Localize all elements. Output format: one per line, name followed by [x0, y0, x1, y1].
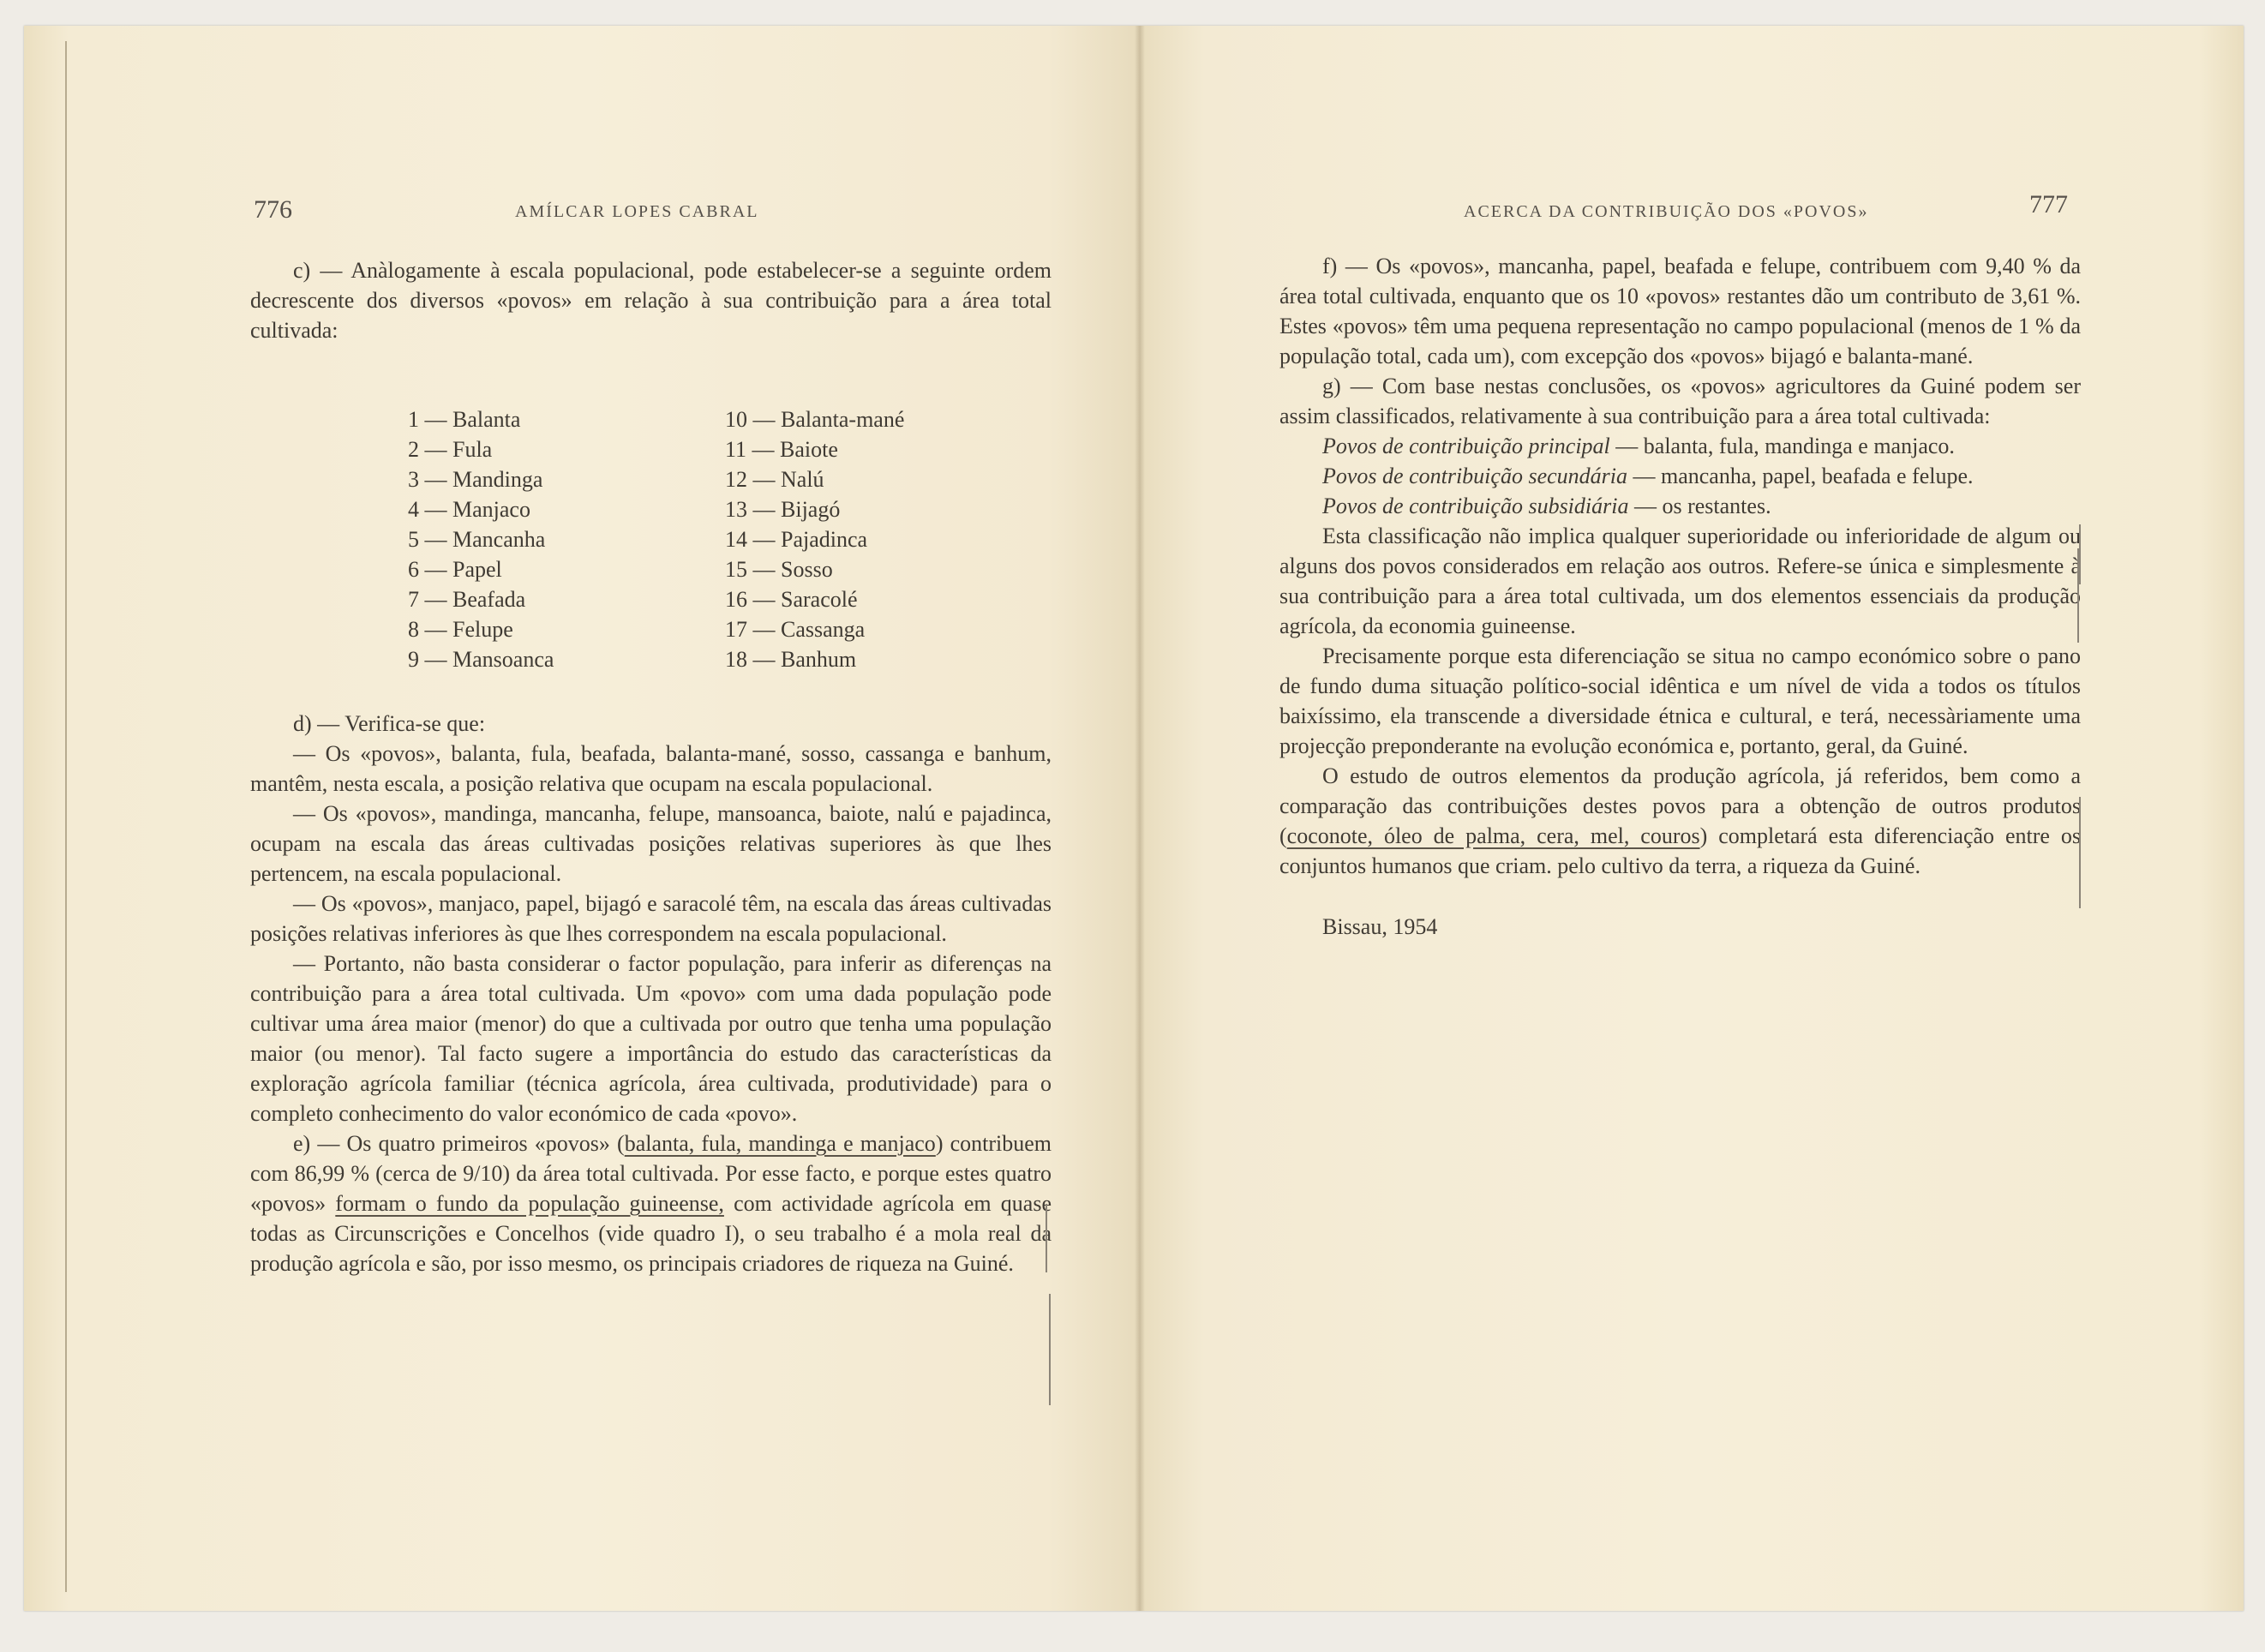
list-item: 9 — Mansoanca: [408, 647, 554, 672]
class-label: Povos de contribuição secundária: [1322, 464, 1627, 488]
underlined-phrase: formam o fundo da população guineense,: [335, 1191, 724, 1216]
list-item: 13 — Bijagó: [725, 497, 841, 522]
list-item: 7 — Beafada: [408, 587, 526, 612]
estudo-tail: ) completará esta diferenciação entre os conjuntos humanos que criam. pelo cultivo da terra, a riqueza da Guiné.: [1279, 823, 2081, 878]
running-head: AMÍLCAR LOPES CABRAL: [515, 202, 759, 221]
paragraph-precisamente: Precisamente porque esta diferenciação se situa no campo económico sobre o pano de fundo duma situação político-social idêntica e um nível de vida a todos os títulos baixíssimo, ela transcende a diversidade étnica e cultural, e terá, necessàriamente uma projecção preponderante na evolução económica e, portanto, geral, da Guiné.: [1279, 643, 2081, 758]
class-subsidiaria: [1279, 491, 2081, 521]
list-item: 3 — Mandinga: [408, 467, 543, 492]
pencil-margin-mark: [1046, 1204, 1047, 1272]
list-item: 4 — Manjaco: [408, 497, 530, 522]
paragraph-d2: — Os «povos», mandinga, mancanha, felupe, mansoanca, baiote, nalú e pajadinca, ocupam na escala das áreas cultivadas posições relativas superiores às que lhes pertencem, na escala populacional.: [250, 801, 1052, 886]
list-item: 11 — Baiote: [725, 437, 838, 462]
paragraph-d1: — Os «povos», balanta, fula, beafada, balanta-mané, sosso, cassanga e banhum, mantêm, nesta escala, a posição relativa que ocupam na escala populacional.: [250, 741, 1052, 796]
class-text: — mancanha, papel, beafada e felupe.: [1627, 464, 1974, 488]
estudo-lead: O estudo de outros elementos da produção agrícola, já referidos, bem como a comparação das contribuições destes povos para a obtenção de outros produtos (: [1279, 763, 2081, 848]
list-item: 14 — Pajadinca: [725, 527, 868, 552]
list-item: 1 — Balanta: [408, 407, 521, 432]
pencil-margin-mark: [2077, 548, 2079, 643]
list-item: 5 — Mancanha: [408, 527, 546, 552]
paragraph-g: g) — Com base nestas conclusões, os «povos» agricultores da Guiné podem ser assim classificados, relativamente à sua contribuição para a área total cultivada:: [1279, 374, 2081, 428]
book-gutter: [1135, 26, 1145, 1611]
underlined-phrase: coconote, óleo de palma, cera, mel, couros: [1286, 823, 1700, 848]
paragraph-classificacao: Esta classificação não implica qualquer superioridade ou inferioridade de algum ou alguns dos povos considerados em relação aos outros. Refere-se única e simplesmente à sua contribuição para a área total cultivada, um dos elementos essenciais da produção agrícola, da economia guineense.: [1279, 524, 2081, 638]
paragraph-c: c) — Anàlogamente à escala populacional, pode estabelecer-se a seguinte ordem decrescente dos diversos «povos» em relação à sua contribuição para a área total cultivada:: [250, 258, 1052, 343]
list-item: 17 — Cassanga: [725, 617, 866, 642]
pencil-margin-mark: [2079, 797, 2081, 908]
class-label: Povos de contribuição principal: [1322, 434, 1610, 458]
class-principal: [1279, 431, 2081, 461]
paragraph-estudo: [1279, 761, 2081, 881]
paragraph-d4: — Portanto, não basta considerar o factor população, para inferir as diferenças na contribuição para a área total cultivada. Um «povo» com uma dada população pode cultivar uma área maior (menor) do que a cultivada por outro que tenha uma população maior (ou menor). Tal facto sugere a importância do estudo das características da exploração agrícola familiar (técnica agrícola, área cultivada, produtividade) para o completo conhecimento do valor económico de cada «povo».: [250, 951, 1052, 1126]
page-edge: [65, 41, 67, 1592]
list-item: 18 — Banhum: [725, 647, 857, 672]
list-item: 15 — Sosso: [725, 557, 833, 582]
e-lead: e) — Os quatro primeiros «povos» (: [293, 1131, 625, 1156]
paragraph-e: [250, 1128, 1052, 1278]
list-item: 12 — Nalú: [725, 467, 824, 492]
left-page: [24, 26, 1138, 1611]
d-heading: d) — Verifica-se que:: [293, 711, 486, 736]
class-text: — balanta, fula, mandinga e manjaco.: [1609, 434, 1955, 458]
place-date: Bissau, 1954: [1322, 914, 1438, 939]
e-mid: ) contribuem com 86,99 % (cerca de 9/10) da área total cultivada. Por esse facto, e porque estes quatro «povos»: [250, 1131, 1052, 1216]
list-item: 16 — Saracolé: [725, 587, 858, 612]
e-tail: com actividade agrícola em quase todas as Circunscrições e Concelhos (vide quadro I), o seu trabalho é a mola real da produção agrícola e são, por isso mesmo, os principais criadores de riqueza na Guiné.: [250, 1191, 1052, 1276]
running-head: ACERCA DA CONTRIBUIÇÃO DOS «POVOS»: [1464, 202, 1869, 221]
page-number: 777: [2029, 190, 2068, 218]
list-item: 6 — Papel: [408, 557, 502, 582]
pencil-margin-mark: [1049, 1294, 1051, 1405]
right-page: [1138, 26, 2244, 1611]
pencil-margin-mark: [2079, 524, 2081, 584]
page-number: 776: [254, 195, 292, 224]
underlined-phrase: balanta, fula, mandinga e manjaco: [624, 1131, 936, 1156]
class-text: — os restantes.: [1628, 494, 1771, 518]
ranking-list: [408, 404, 1008, 674]
class-secundaria: [1279, 461, 2081, 491]
class-label: Povos de contribuição subsidiária: [1322, 494, 1629, 518]
right-body: [1279, 251, 2081, 942]
paragraph-d3: — Os «povos», manjaco, papel, bijagó e saracolé têm, na escala das áreas cultivadas posições relativas inferiores às que lhes correspondem na escala populacional.: [250, 891, 1052, 946]
intro-paragraph: [250, 255, 1052, 345]
section-d: [250, 709, 1052, 1278]
list-item: 2 — Fula: [408, 437, 493, 462]
list-item: 8 — Felupe: [408, 617, 513, 642]
list-item: 10 — Balanta-mané: [725, 407, 905, 432]
paragraph-f: f) — Os «povos», mancanha, papel, beafada e felupe, contribuem com 9,40 % da área total cultivada, enquanto que os 10 «povos» restantes dão um contributo de 3,61 %. Estes «povos» têm uma pequena representação no campo populacional (menos de 1 % da população total, cada um), com excepção dos «povos» bijagó e balanta-mané.: [1279, 254, 2081, 368]
book-spread: [24, 26, 2244, 1611]
